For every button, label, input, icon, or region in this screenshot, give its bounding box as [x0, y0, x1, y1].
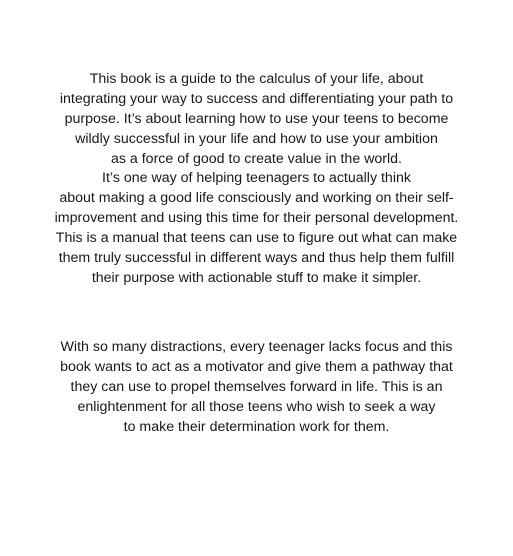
- paragraph-book-guide: [0, 69, 513, 169]
- paragraph-distractions: [0, 337, 513, 437]
- text-line: improvement and using this time for their personal development.: [54, 210, 459, 227]
- text-line: to make their determination work for them.: [123, 419, 390, 436]
- text-line: This is a manual that teens can use to figure out what can make: [55, 230, 458, 247]
- text-line: It’s one way of helping teenagers to actually think: [102, 170, 411, 186]
- paragraph-helping-teenagers: [0, 168, 513, 289]
- text-line: about making a good life consciously and working on their self-: [59, 190, 454, 207]
- text-line: them truly successful in different ways and thus help them fulfill: [58, 250, 455, 267]
- text-line: book wants to act as a motivator and give them a pathway that: [60, 359, 453, 376]
- text-line: With so many distractions, every teenager lacks focus and this: [60, 339, 453, 355]
- text-line: wildly successful in your life and how to use your ambition: [75, 131, 438, 148]
- text-line: integrating your way to success and differentiating your path to: [59, 91, 454, 108]
- text-line: they can use to propel themselves forward in life. This is an: [70, 379, 443, 396]
- text-line: their purpose with actionable stuff to make it simpler.: [91, 270, 422, 287]
- text-line: as a force of good to create value in the world.: [110, 151, 403, 168]
- text-line: This book is a guide to the calculus of your life, about: [89, 71, 424, 87]
- text-line: enlightenment for all those teens who wish to seek a way: [77, 399, 436, 416]
- text-line: purpose. It’s about learning how to use your teens to become: [64, 111, 449, 128]
